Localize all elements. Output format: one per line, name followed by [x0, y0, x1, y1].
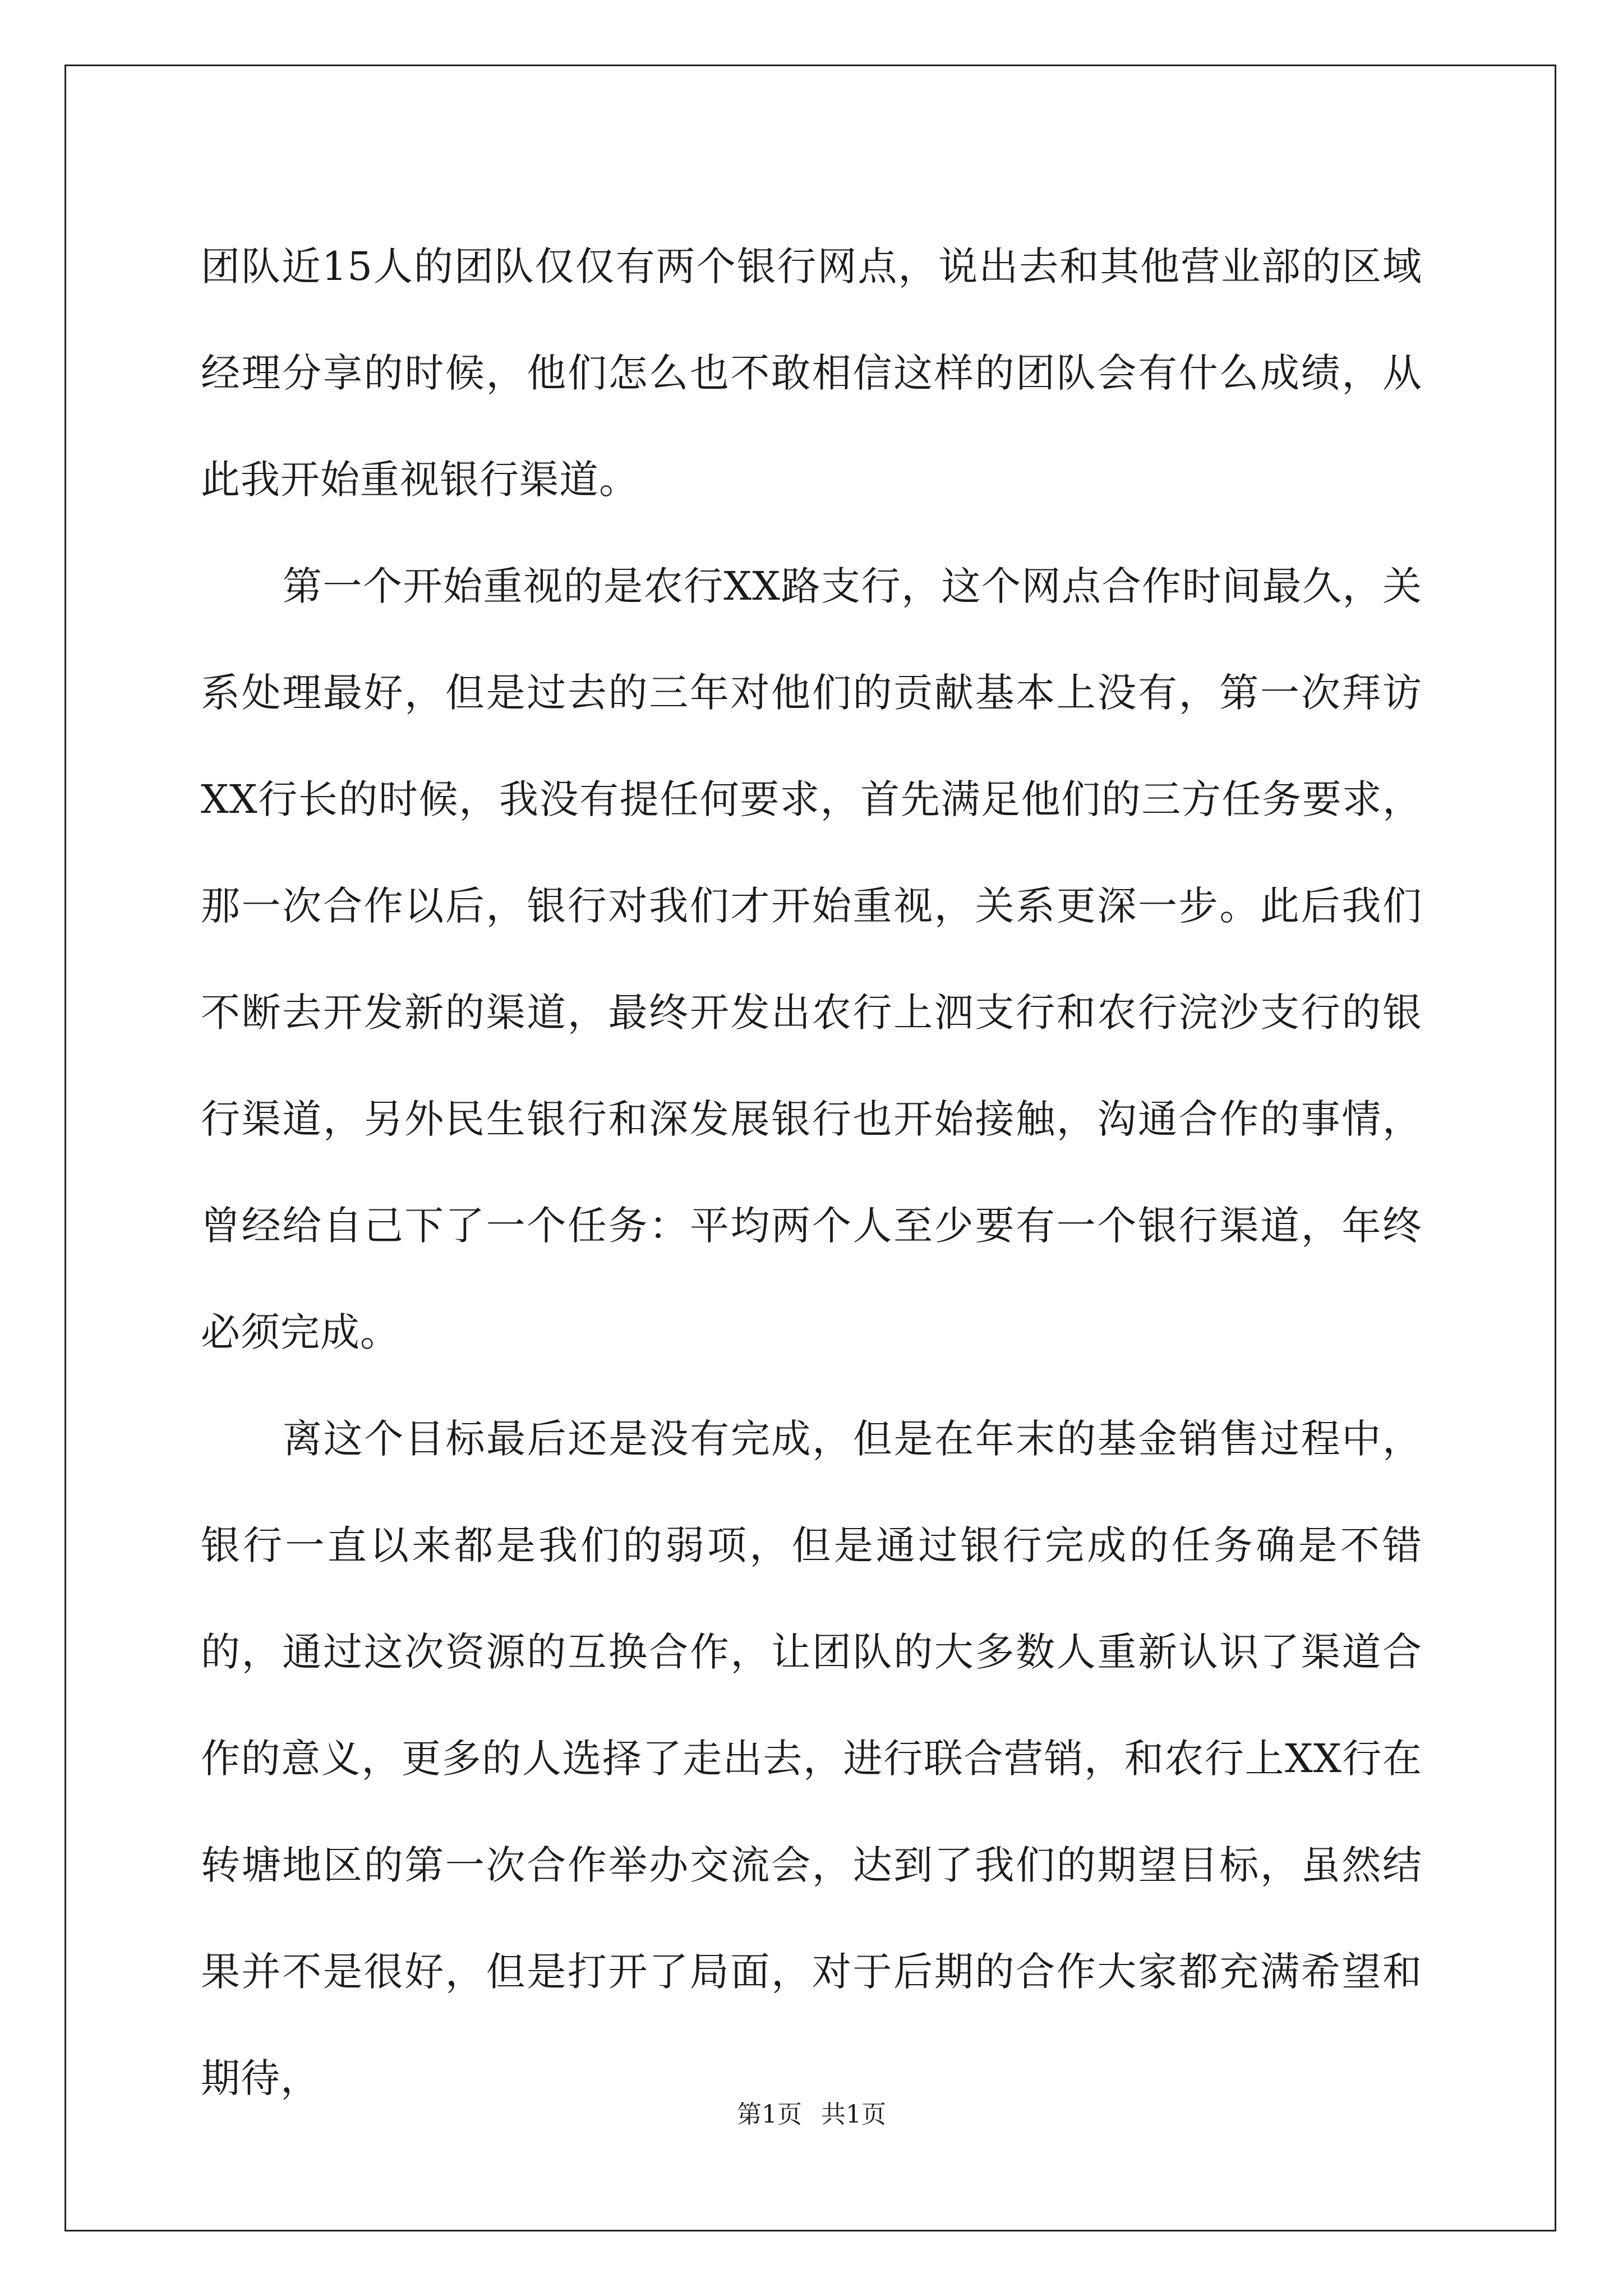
paragraph-1: 团队近15人的团队仅仅有两个银行网点，说出去和其他营业部的区域经理分享的时候，他们怎么也不敢相信这样的团队会有什么成绩，从此我开始重视银行渠道。 [201, 243, 1422, 503]
page-footer [0, 2098, 1623, 2132]
paragraph-2: 第一个开始重视的是农行XX路支行，这个网点合作时间最久，关系处理最好，但是过去的三年对他们的贡献基本上没有，第一次拜访XX行长的时候，我没有提任何要求，首先满足他们的三方任务要求，那一次合作以后，银行对我们才开始重视，关系更深一步。此后我们不断去开发新的渠道，最终开发出农行上泗支行和农行浣沙支行的银行渠道，另外民生银行和深发展银行也开始接触，沟通合作的事情，曾经给自己下了一个任务：平均两个人至少要有一个银行渠道，年终必须完成。 [201, 563, 1422, 1355]
page-count: 共1页 [821, 2100, 886, 2129]
page-number: 第1页 [737, 2100, 802, 2129]
document-body [201, 213, 1422, 2132]
paragraph-3: 离这个目标最后还是没有完成，但是在年末的基金销售过程中，银行一直以来都是我们的弱项，但是通过银行完成的任务确是不错的，通过这次资源的互换合作，让团队的大多数人重新认识了渠道合作的意义，更多的人选择了走出去，进行联合营销，和农行上XX行在转塘地区的第一次合作举办交流会，达到了我们的期望目标，虽然结果并不是很好，但是打开了局面，对于后期的合作大家都充满希望和期待， [201, 1416, 1422, 2101]
